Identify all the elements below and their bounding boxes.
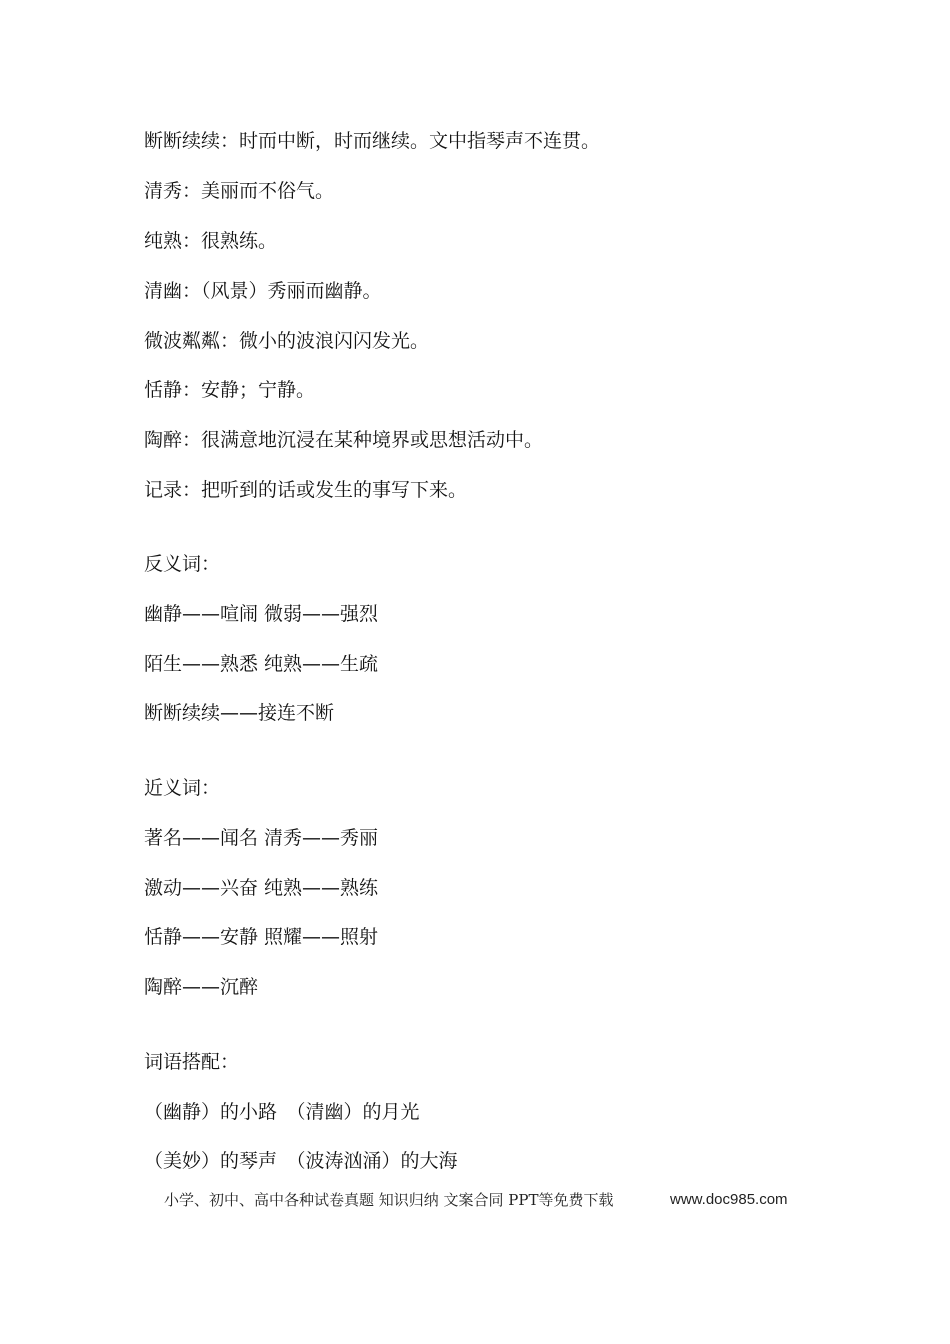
definition-line: 微波粼粼：微小的波浪闪闪发光。	[144, 330, 430, 352]
definition-line: 清幽：（风景）秀丽而幽静。	[144, 280, 382, 302]
antonyms-heading: 反义词：	[144, 553, 221, 575]
collocations-heading: 词语搭配：	[144, 1051, 240, 1073]
synonyms-heading: 近义词：	[144, 777, 221, 799]
antonym-line: 幽静——喧闹 微弱——强烈	[144, 603, 379, 625]
definition-line: 陶醉：很满意地沉浸在某种境界或思想活动中。	[144, 429, 544, 451]
definition-line: 恬静：安静；宁静。	[144, 379, 316, 401]
definition-line: 记录：把听到的话或发生的事写下来。	[144, 479, 468, 501]
synonym-line: 著名——闻名 清秀——秀丽	[144, 827, 379, 849]
definition-line: 断断续续：时而中断，时而继续。文中指琴声不连贯。	[144, 130, 601, 152]
antonym-line: 陌生——熟悉 纯熟——生疏	[144, 653, 379, 675]
definition-line: 清秀：美丽而不俗气。	[144, 180, 335, 202]
antonym-line: 断断续续——接连不断	[144, 702, 335, 724]
synonym-line: 激动——兴奋 纯熟——熟练	[144, 877, 379, 899]
collocation-line: （幽静）的小路 （清幽）的月光	[144, 1101, 420, 1123]
synonym-line: 陶醉——沉醉	[144, 976, 259, 998]
footer-text: 小学、初中、高中各种试卷真题 知识归纳 文案合同 PPT等免费下载	[164, 1191, 614, 1209]
definition-line: 纯熟：很熟练。	[144, 230, 278, 252]
footer-url[interactable]: www.doc985.com	[670, 1191, 788, 1208]
collocation-line: （美妙）的琴声 （波涛汹涌）的大海	[144, 1150, 458, 1172]
synonym-line: 恬静——安静 照耀——照射	[144, 926, 379, 948]
